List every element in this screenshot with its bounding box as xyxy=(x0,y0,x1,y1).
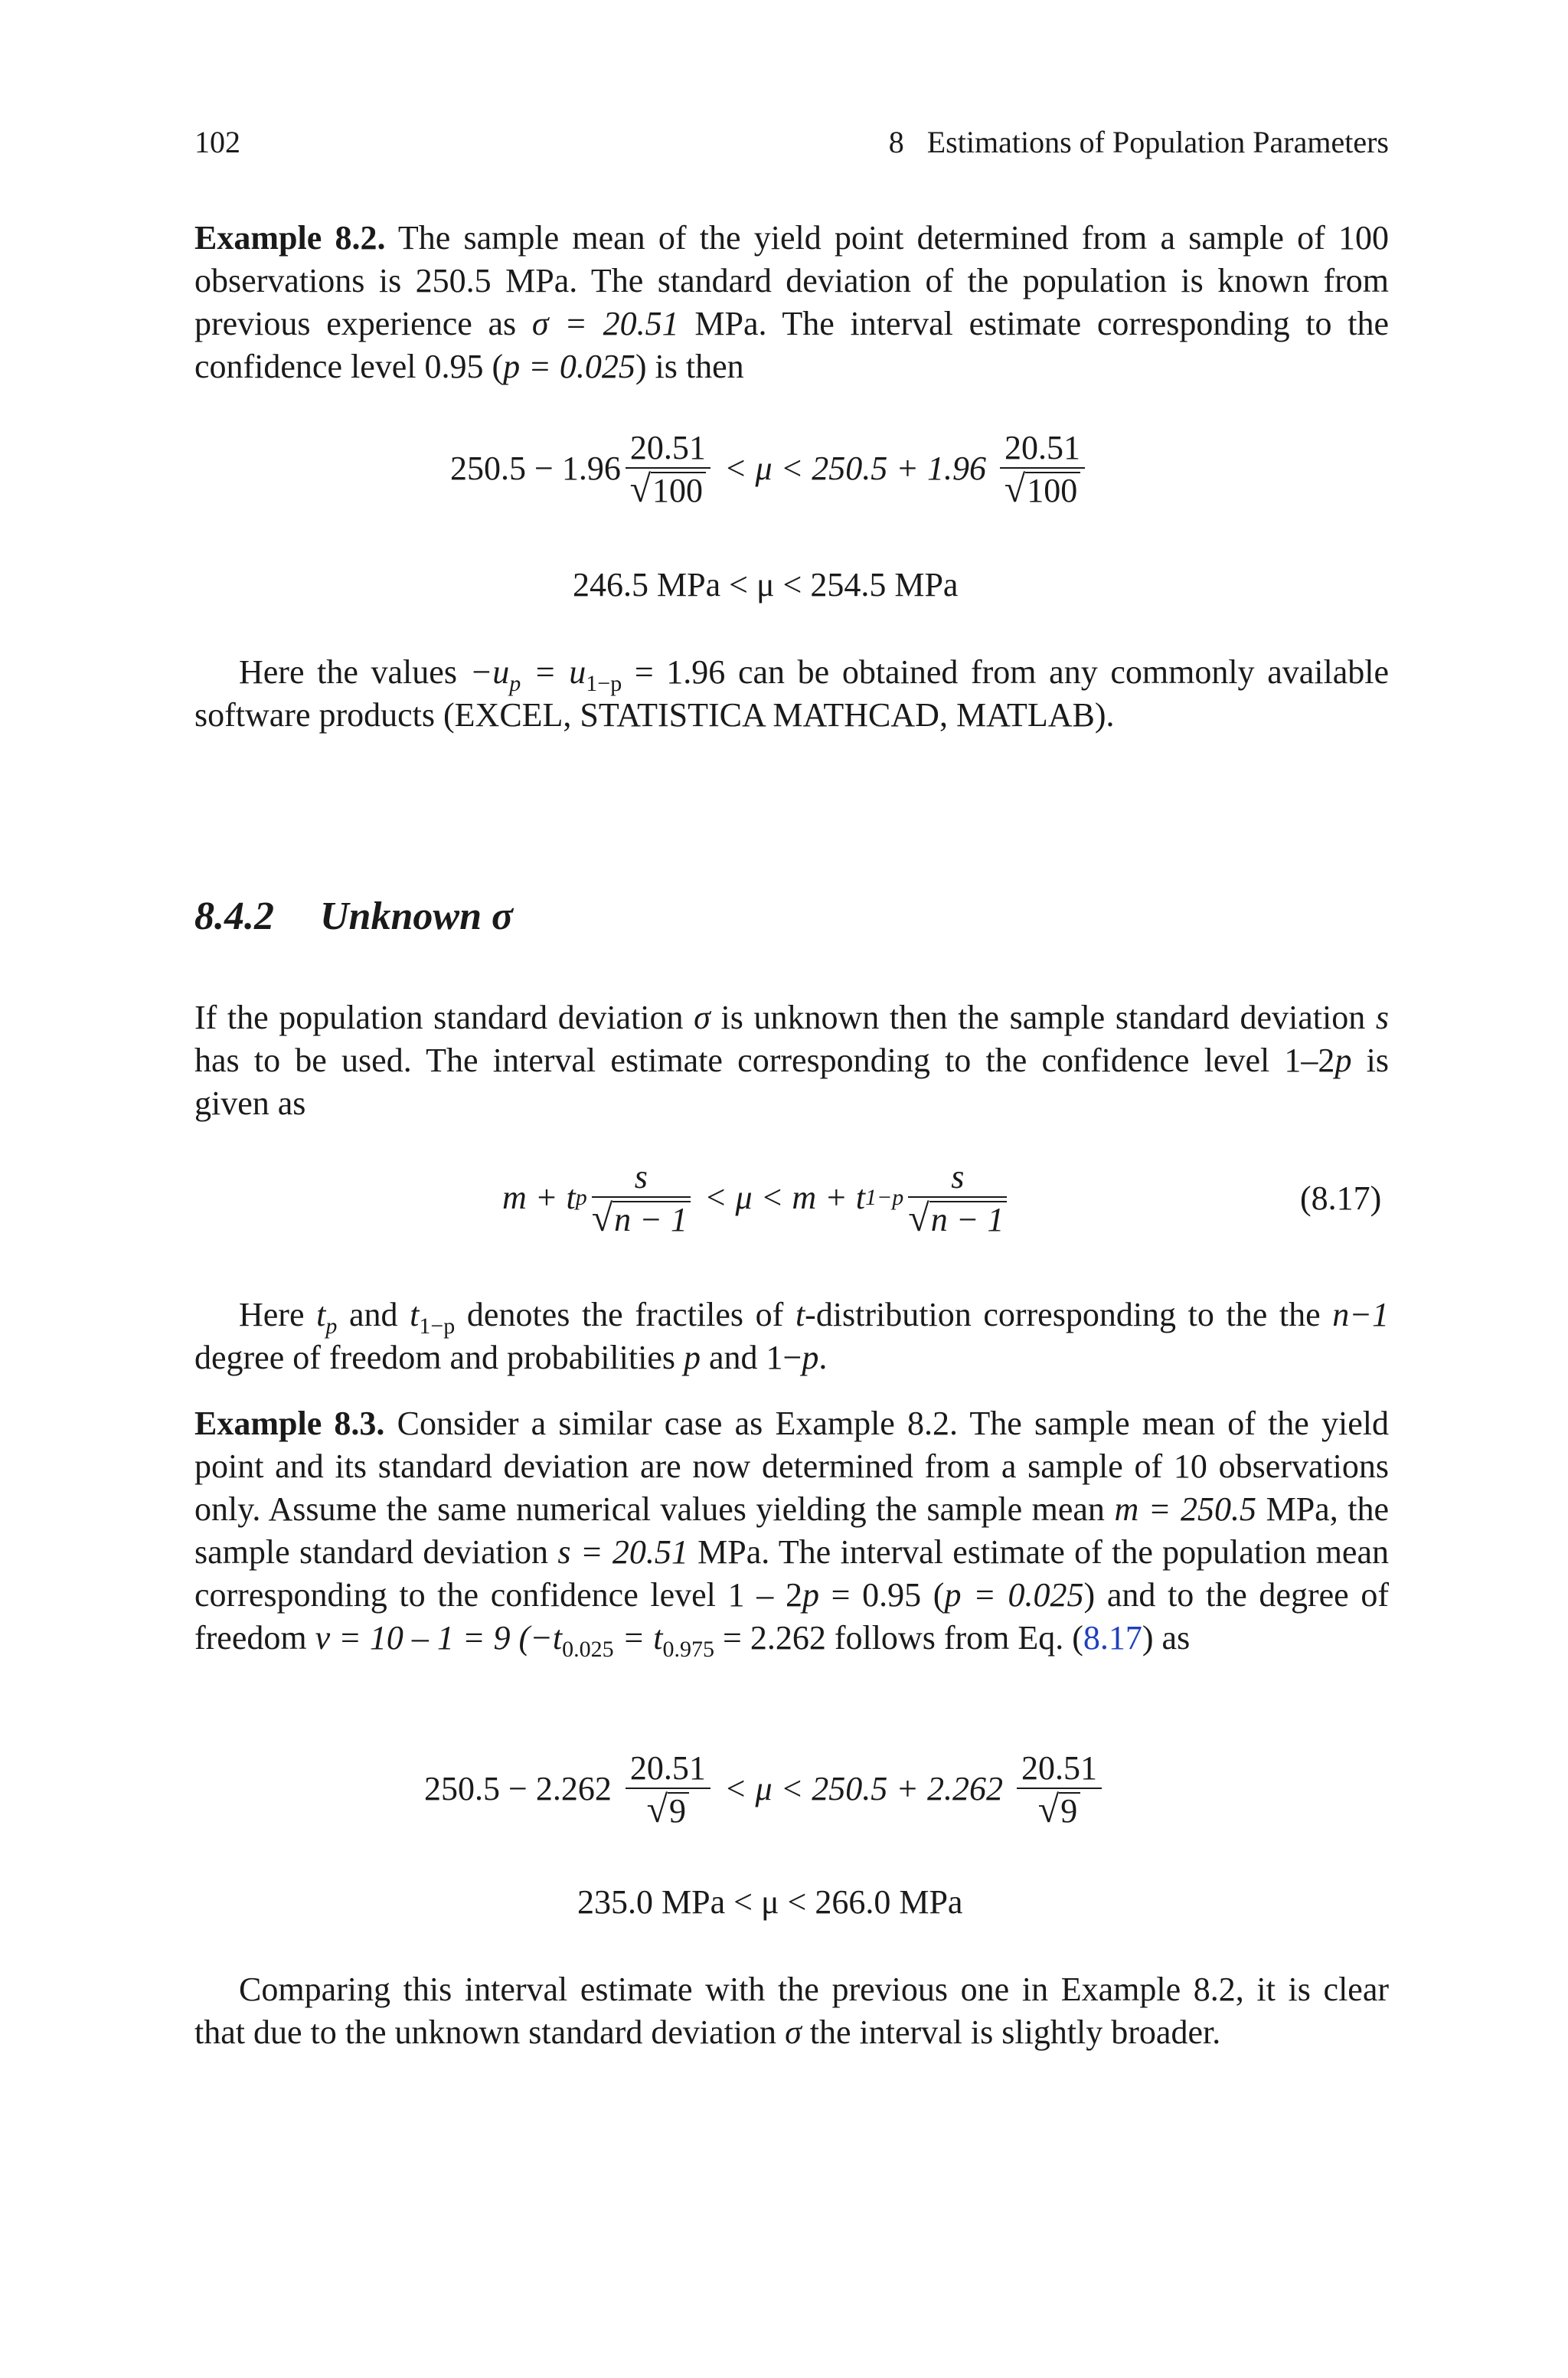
fraction-numerator: s xyxy=(951,1158,965,1196)
inline-math: p xyxy=(802,1576,819,1614)
page-number: 102 xyxy=(194,125,240,159)
paragraph-fractiles xyxy=(194,1294,1389,1379)
equation-number: (8.17) xyxy=(1300,1179,1382,1217)
subscript: 1−p xyxy=(586,671,622,696)
paragraph-text: has to be used. The interval estimate corresponding to the confidence level 1–2 xyxy=(194,1042,1335,1079)
paragraph-text: the interval is slightly broader. xyxy=(801,2013,1221,2051)
inline-math: p xyxy=(802,1339,819,1376)
example-text: ) as xyxy=(1142,1619,1191,1657)
equation-term: < μ < 250.5 + 1.96 xyxy=(724,450,986,487)
subscript: 0.975 xyxy=(662,1637,715,1662)
subscript: p xyxy=(509,671,521,696)
paragraph-comparing xyxy=(194,1968,1389,2054)
paragraph-text: degree of freedom and probabilities xyxy=(194,1339,684,1376)
example-8-3 xyxy=(194,1402,1389,1660)
sqrt-sign: √ xyxy=(1004,467,1026,510)
radicand: 100 xyxy=(1025,472,1080,509)
paragraph-text: and 1− xyxy=(700,1339,802,1376)
sqrt-sign: √ xyxy=(1037,1788,1060,1830)
sqrt-sign: √ xyxy=(629,467,652,510)
paragraph-text: and xyxy=(337,1296,410,1333)
paragraph-text: is given as xyxy=(194,1042,1389,1122)
fraction-denominator xyxy=(1004,469,1080,509)
fraction-numerator: 20.51 xyxy=(629,1749,706,1787)
example-text: MPa. The interval estimate corresponding to the confidence level 0.95 ( xyxy=(194,305,1389,385)
subscript: 1−p xyxy=(419,1313,456,1339)
equation-interval-result-1 xyxy=(573,564,958,607)
fraction xyxy=(908,1158,1007,1238)
equation-interval-result-2 xyxy=(577,1881,962,1924)
paragraph-unknown-sigma xyxy=(194,996,1389,1125)
inline-math: = u xyxy=(521,653,586,691)
inline-math: t xyxy=(795,1296,805,1333)
inline-math: −u xyxy=(469,653,510,691)
inline-math: = t xyxy=(613,1619,663,1657)
inline-math: s = 20.51 xyxy=(557,1533,688,1571)
inline-math: p = 0.025 xyxy=(944,1576,1084,1614)
example-8-2 xyxy=(194,217,1389,388)
inline-math: σ xyxy=(694,999,710,1036)
example-text: MPa, the sample standard deviation xyxy=(194,1490,1389,1571)
fraction-denominator xyxy=(1038,1789,1080,1829)
inline-math: ν = 10 – 1 = 9 xyxy=(315,1619,511,1657)
radicand: 9 xyxy=(1059,1792,1080,1829)
example-text: ) and to the degree of freedom xyxy=(194,1576,1389,1657)
radicand: n − 1 xyxy=(612,1201,691,1238)
equation-term: 250.5 − 2.262 xyxy=(424,1770,612,1807)
paragraph-text: If the population standard deviation xyxy=(194,999,694,1036)
fraction-numerator: s xyxy=(634,1158,648,1196)
equation-reference-link[interactable]: 8.17 xyxy=(1083,1619,1142,1657)
section-title: Unknown σ xyxy=(320,895,514,938)
fraction-numerator: 20.51 xyxy=(1004,429,1080,466)
fraction xyxy=(592,1158,691,1238)
equation-term: 235.0 MPa < μ < 266.0 MPa xyxy=(577,1883,963,1921)
subscript: p xyxy=(325,1313,338,1339)
radicand: 9 xyxy=(668,1792,689,1829)
paragraph-text: denotes the fractiles of xyxy=(455,1296,795,1333)
inline-math: m = 250.5 xyxy=(1114,1490,1257,1528)
fraction-denominator xyxy=(630,469,706,509)
sqrt-sign: √ xyxy=(908,1196,929,1239)
equation-interval-unknown-sigma xyxy=(424,1749,1106,1829)
fraction xyxy=(626,1749,710,1829)
paragraph-text: is unknown then the sample standard deviation xyxy=(710,999,1376,1036)
inline-math: n−1 xyxy=(1332,1296,1389,1333)
equation-interval-known-sigma xyxy=(450,429,1089,509)
fraction-numerator: 20.51 xyxy=(629,429,706,466)
equation-term: < μ < m + t xyxy=(704,1179,866,1216)
fraction xyxy=(626,429,710,509)
fraction-denominator xyxy=(592,1198,691,1238)
fraction xyxy=(1000,429,1085,509)
inline-math: s xyxy=(1375,999,1389,1036)
paragraph-text: Here the values xyxy=(239,653,470,691)
radicand: n − 1 xyxy=(929,1201,1008,1238)
radicand: 100 xyxy=(651,472,706,509)
example-text: ) is then xyxy=(635,348,744,385)
sqrt-sign: √ xyxy=(591,1196,613,1239)
example-text: MPa. The interval estimate of the population mean corresponding to the confidence level 1 – 2 xyxy=(194,1533,1389,1614)
paragraph-text: -distribution corresponding to the the xyxy=(805,1296,1333,1333)
example-label: Example 8.3. xyxy=(194,1405,385,1442)
section-heading xyxy=(194,892,513,941)
example-text: = 2.262 follows from Eq. ( xyxy=(714,1619,1083,1657)
equation-term: 246.5 MPa < μ < 254.5 MPa xyxy=(573,566,959,603)
inline-math: σ xyxy=(785,2013,802,2051)
example-text: Consider a similar case as Example 8.2. The sample mean of the yield point and its standard deviation are now determined from a sample of 10 observations only. Assume the same numerical values yielding the sample mean xyxy=(194,1405,1389,1528)
inline-math: (−t xyxy=(510,1619,563,1657)
equation-term: m + t xyxy=(502,1179,576,1216)
example-label: Example 8.2. xyxy=(194,219,386,257)
fraction-denominator xyxy=(647,1789,689,1829)
paragraph-values xyxy=(194,651,1389,737)
example-text: = 0.95 ( xyxy=(818,1576,945,1614)
inline-math: p xyxy=(683,1339,701,1376)
equation-term: < μ < 250.5 + 2.262 xyxy=(724,1770,1003,1807)
equation-term: 250.5 − 1.96 xyxy=(450,450,621,487)
subscript: 0.025 xyxy=(562,1637,614,1662)
running-title: 8 Estimations of Population Parameters xyxy=(888,125,1389,159)
paragraph-text: . xyxy=(818,1339,828,1376)
sqrt-sign: √ xyxy=(646,1788,668,1830)
equation-8-17: m + t p s √ n − 1 < μ < m + t 1−p s √ n − 1 xyxy=(502,1158,1011,1238)
inline-math: t xyxy=(316,1296,326,1333)
inline-math: p xyxy=(1334,1042,1352,1079)
inline-math: t xyxy=(410,1296,420,1333)
inline-math: p = 0.025 xyxy=(503,348,635,385)
fraction xyxy=(1017,1749,1102,1829)
paragraph-text: Comparing this interval estimate with the previous one in Example 8.2, it is clear that due to the unknown standard deviation xyxy=(194,1971,1389,2051)
example-text: The sample mean of the yield point determined from a sample of 100 observations is 250.5 MPa. The standard deviation of the population is known from previous experience as xyxy=(194,219,1389,342)
section-number: 8.4.2 xyxy=(194,895,274,938)
paragraph-text: Here xyxy=(239,1296,317,1333)
fraction-numerator: 20.51 xyxy=(1021,1749,1097,1787)
paragraph-text: = 1.96 can be obtained from any commonly available software products (EXCEL, STATISTICA MATHCAD, MATLAB). xyxy=(194,653,1389,734)
fraction-denominator xyxy=(908,1198,1007,1238)
inline-math: σ = 20.51 xyxy=(531,305,679,342)
